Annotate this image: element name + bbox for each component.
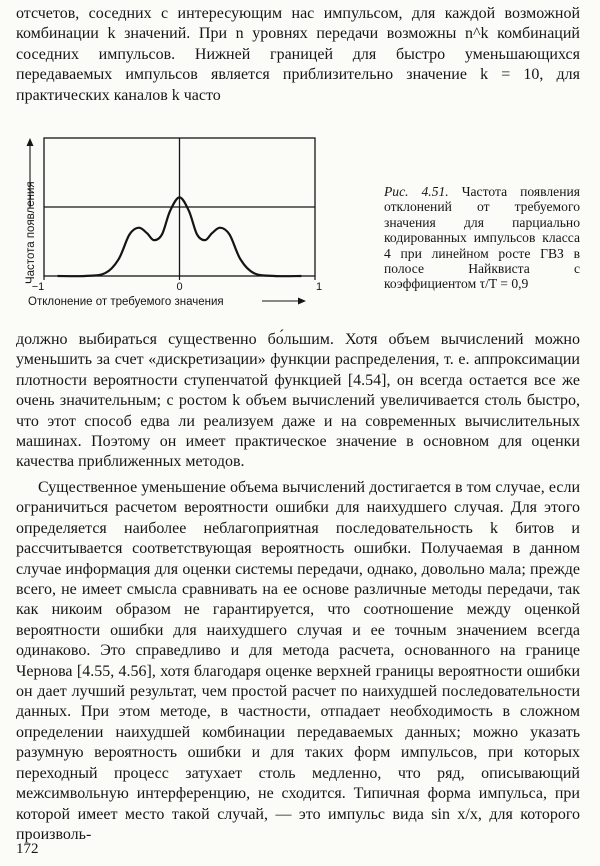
figure-4-51 (10, 134, 370, 318)
distribution-chart (10, 134, 370, 318)
chart-grid (44, 138, 315, 276)
x-tick-label-0: 0 (176, 281, 183, 293)
paragraph-3: Существенное уменьшение объема вычислений достигается в том случае, если ограничиться расчетом вероятности ошибки для наихудшего случая. Для этого определяется наиболее неблагоприятная последовательность k битов и рассчитывается соответствующая вероятность ошибки. Получаемая в данном случае информация для оценки системы передачи, однако, довольно мала; прежде всего, не имеет смысла сравнивать на ее основе различные методы передачи, так как никоим образом не гарантируется, что соотношение между оценкой вероятности ошибки для наихудшего случая и ее точным значением всегда одинаково. Это справедливо и для метода расчета, основанного на границе Чернова [4.55, 4.56], хотя благодаря оценке верхней границы вероятности ошибки он дает лучший результат, чем простой расчет по наихудшей последовательности данных. При этом методе, в частности, отпадает необходимость в сложном определении наихудшей комбинации передаваемых данных; можно указать разумную вероятность ошибки и для таких форм импульсов, при которых переходный процесс затухает столь медленно, что ряд, описывающий межсимвольную интерференцию, не сходится. Типичная форма импульса, при которой имеет место такой случай, — это импульс вида sin x/x, для которого произволь- (16, 479, 580, 843)
chart-labels (25, 181, 322, 308)
y-axis-label: Частота появления (25, 181, 37, 284)
paragraph-1: отсчетов, соседних с интересующим нас импульсом, для каждой возможной комбинации k значений. При n уровнях передачи возможны n^k комбинаций соседних импульсов. Нижней границей для быстро уменьшающихся передаваемых импульсов является приблизительно значение k = 10, для практических каналов k часто (16, 5, 580, 104)
x-axis-arrow-head (298, 298, 306, 305)
page-number: 172 (16, 841, 39, 857)
caption-text: Частота появления отклонений от требуемого значения для парциально кодированных импульсов класса 4 при линейном росте ГВЗ в полосе Найквиста с коэффициентом τ/T = 0,9 (384, 184, 581, 292)
x-tick-label-minus-1: −1 (31, 281, 45, 293)
chart-axes (27, 138, 316, 305)
x-axis-label: Отклонение от требуемого значения (28, 296, 224, 308)
x-tick-label-1: 1 (315, 281, 323, 293)
y-axis-arrow-head (27, 138, 34, 146)
caption-number: Рис. 4.51. (384, 184, 449, 199)
figure-caption (384, 184, 580, 292)
paragraph-2: должно выбираться существенно бо́льшим. Хотя объем вычислений можно уменьшить за счет «дискретизации» функции распределения, т. е. аппроксимации плотности вероятности ступенчатой функцией [4.54], он всегда остается все же очень значительным; с ростом k объем вычислений увеличивается столь быстро, что этот способ едва ли реализуем даже и на современных вычислительных машинах. Поэтому он имеет практическое значение в основном для оценки качества приближенных методов. (16, 331, 580, 471)
